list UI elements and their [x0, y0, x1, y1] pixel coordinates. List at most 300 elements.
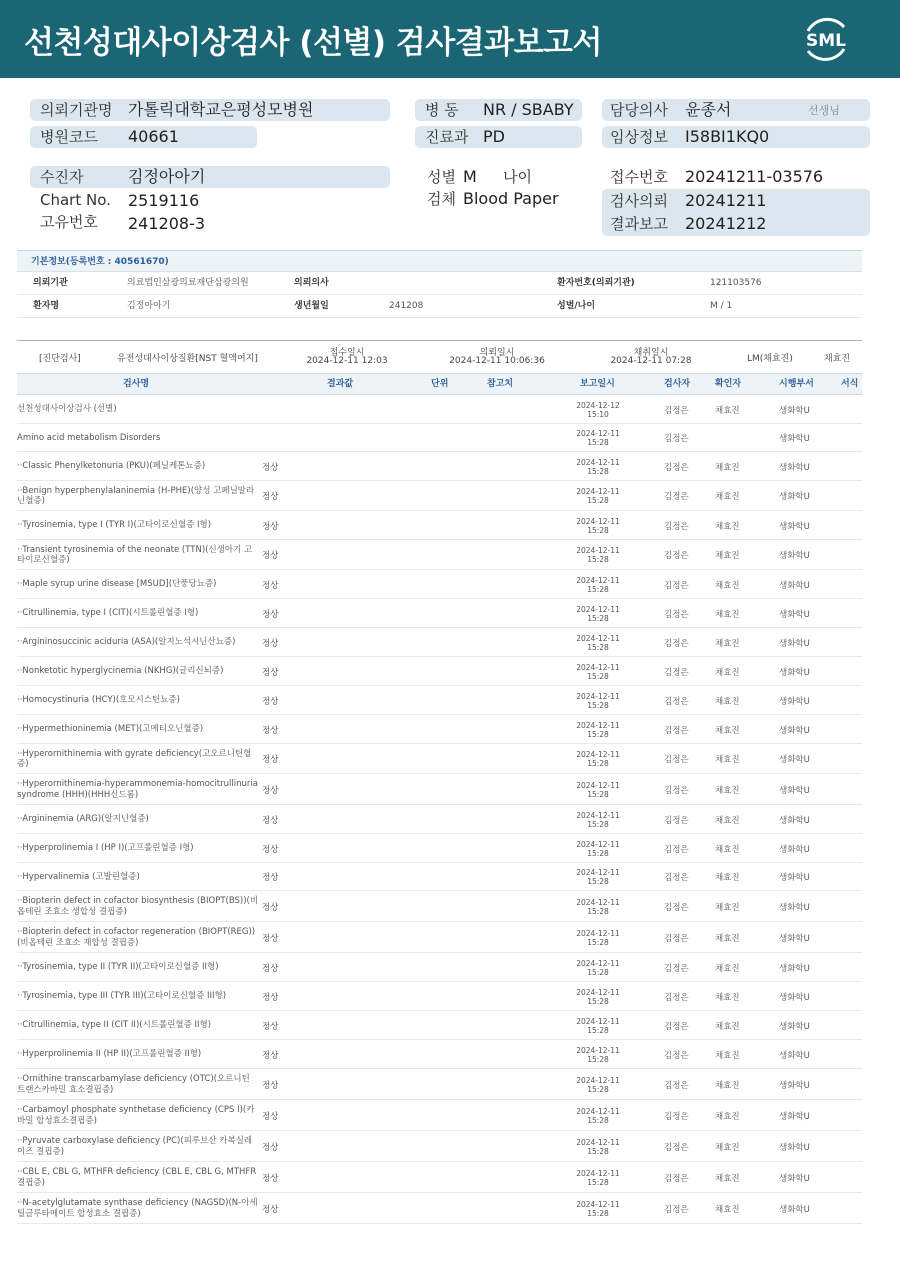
report-time: 15:28	[587, 700, 609, 710]
confirmer-cell: 채효진	[715, 785, 740, 796]
result-cell: 정상	[262, 815, 279, 826]
dept-cell: 생화학U	[779, 1204, 810, 1215]
test-name-cell: ··Nonketotic hyperglycinemia (NKHG)(글리신뇌증)	[17, 666, 224, 677]
report-header	[0, 0, 900, 78]
request-value: 20241211	[685, 191, 767, 210]
test-name-cell: 선천성대사이상검사 (선별)	[17, 404, 117, 415]
report-date-cell	[565, 599, 631, 628]
col-report-header: 보고일시	[580, 379, 615, 389]
dept-cell: 생화학U	[779, 873, 810, 883]
test-name-cell: ··Homocystinuria (HCY)(호모시스틴뇨증)	[17, 695, 180, 706]
result-cell: 정상	[262, 992, 279, 1003]
result-cell: 정상	[262, 551, 279, 561]
tester-cell: 김정은	[664, 785, 689, 796]
test-name-cell: ··Tyrosinemia, type I (TYR I)(고타이로신혈증 I형)	[17, 520, 212, 531]
tester-cell: 김정은	[664, 1111, 689, 1122]
basic-info-spacer	[17, 318, 862, 341]
table-row	[17, 511, 862, 540]
summary-req-label: 의뢰일시	[479, 348, 515, 358]
dept-cell: 생화학U	[779, 405, 810, 416]
reception-value: 20241211-03576	[685, 167, 824, 186]
report-time: 15:28	[587, 789, 609, 799]
tester-cell: 김정은	[664, 521, 689, 532]
tester-cell: 김정은	[664, 609, 689, 620]
report-date: 2024-12-11	[576, 720, 620, 730]
col-dept-header: 시행부서	[779, 379, 814, 389]
result-cell: 정상	[262, 755, 279, 765]
report-date: 2024-12-11	[576, 429, 620, 438]
summary-collect: 2024-12-11 07:28	[610, 356, 692, 366]
table-row	[17, 1069, 862, 1100]
report-date: 2024-12-11	[576, 868, 620, 877]
confirmer-cell: 채효진	[715, 492, 740, 502]
report-date-cell	[565, 628, 631, 657]
result-cell: 정상	[262, 844, 279, 855]
dept-cell: 생화학U	[779, 785, 810, 796]
clinical-label: 임상정보	[610, 128, 668, 146]
result-cell: 정상	[262, 1204, 279, 1215]
report-date: 2024-12-11	[576, 839, 620, 849]
confirmer-cell: 채효진	[715, 609, 740, 620]
table-row	[17, 395, 862, 424]
report-date-cell	[565, 452, 631, 481]
basic-label: 생년월일	[294, 301, 329, 311]
tester-cell: 김정은	[664, 1050, 689, 1061]
tester-cell: 김정은	[664, 844, 689, 855]
reception-label: 접수번호	[610, 168, 668, 186]
table-row	[17, 686, 862, 715]
tester-cell: 김정은	[664, 963, 689, 974]
test-name-cell: ··Hyperprolinemia II (HP II)(고프롤린혈증 II형)	[17, 1049, 202, 1060]
tester-cell: 김정은	[664, 434, 689, 444]
report-date: 2024-12-11	[576, 575, 620, 585]
tester-cell: 김정은	[664, 492, 689, 502]
report-time: 15:28	[587, 1025, 609, 1035]
result-cell: 정상	[262, 1050, 279, 1061]
test-name-cell: ··Pyruvate carboxylase deficiency (PC)(피루브산 카복실레이즈 결핍증)	[17, 1136, 253, 1157]
test-name-cell: ··Maple syrup urine disease [MSUD](단풍당뇨증)	[17, 579, 217, 590]
table-row	[17, 481, 862, 511]
ward-label: 병 동	[425, 101, 459, 119]
report-date-cell	[565, 1040, 631, 1069]
confirmer-cell: 채효진	[715, 405, 740, 416]
confirmer-cell: 채효진	[715, 1021, 740, 1032]
tester-cell: 김정은	[664, 1204, 689, 1215]
confirmer-cell: 채효진	[715, 815, 740, 826]
result-cell: 정상	[262, 1111, 279, 1122]
test-name-cell: Amino acid metabolism Disorders	[17, 432, 161, 443]
confirmer-cell: 채효진	[715, 667, 740, 678]
report-date-cell	[565, 715, 631, 744]
age-label: 나이	[503, 168, 532, 186]
table-row	[17, 834, 862, 863]
result-cell: 정상	[262, 638, 279, 649]
test-name-cell: ··Classic Phenylketonuria (PKU)(페닐케톤뇨증)	[17, 461, 206, 472]
report-date-cell	[565, 540, 631, 570]
test-name-cell: ··Hypermethioninemia (MET)(고메티오닌혈증)	[17, 724, 204, 735]
report-date: 2024-12-11	[576, 1106, 620, 1116]
dept-cell: 생화학U	[779, 521, 810, 532]
report-time: 15:28	[587, 759, 609, 768]
report-date-cell	[565, 1100, 631, 1131]
dept-cell: 생화학U	[779, 696, 810, 707]
dept-cell: 생화학U	[779, 902, 810, 913]
report-date-cell	[565, 1193, 631, 1224]
table-row	[17, 953, 862, 982]
basic-info-heading: 기본정보(등록번호 : 40561670)	[17, 250, 862, 272]
table-row	[17, 1162, 862, 1193]
report-time: 15:28	[587, 1177, 609, 1187]
report-time: 15:28	[587, 525, 609, 535]
doctor-value: 윤종서	[685, 100, 732, 119]
clinical-value: I58BI1KQ0	[685, 127, 770, 146]
ward-value: NR / SBABY	[483, 100, 574, 119]
basic-info-row	[17, 272, 862, 295]
report-time: 15:28	[587, 438, 609, 447]
unique-value: 241208-3	[128, 214, 206, 233]
report-date-cell	[565, 891, 631, 922]
table-row	[17, 570, 862, 599]
confirmer-cell: 채효진	[715, 902, 740, 913]
dept-cell: 생화학U	[779, 667, 810, 678]
result-cell: 정상	[262, 1173, 279, 1184]
confirmer-cell: 채효진	[715, 725, 740, 736]
report-time: 15:28	[587, 819, 609, 829]
col-result-header: 결과값	[327, 379, 354, 389]
dept-cell: 생화학U	[779, 1173, 810, 1184]
dept-cell: 생화학U	[779, 580, 810, 591]
result-cell: 정상	[262, 667, 279, 678]
report-date: 2024-12-11	[576, 516, 620, 526]
basic-value: 241208	[389, 301, 424, 311]
test-name-cell: ··Transient tyrosinemia of the neonate (TTN)(신생아기 고타이로신혈증)	[17, 544, 253, 565]
tester-cell: 김정은	[664, 638, 689, 649]
report-date: 2024-12-11	[576, 1045, 620, 1055]
result-cell: 정상	[262, 462, 279, 473]
test-name-cell: ··Tyrosinemia, type II (TYR II)(고타이로신혈증 II형)	[17, 962, 219, 973]
result-cell: 정상	[262, 609, 279, 620]
test-summary-row	[17, 342, 862, 372]
report-time: 15:28	[587, 1115, 609, 1125]
table-row	[17, 774, 862, 805]
summary-confirmer: 채효진	[824, 354, 851, 364]
report-date-cell	[565, 481, 631, 511]
test-name-cell: ··Ornithine transcarbamylase deficiency (OTC)(오르니틴 트랜스카바밀 효소결핍증)	[17, 1074, 250, 1095]
dept-cell: 생화학U	[779, 725, 810, 736]
test-name-cell: ··Hypervalinemia (고발린혈증)	[17, 871, 140, 882]
confirmer-cell: 채효진	[715, 1173, 740, 1184]
report-time: 15:28	[587, 496, 609, 505]
chart-value: 2519116	[128, 191, 200, 210]
results-table-header	[17, 373, 862, 395]
confirmer-cell: 채효진	[715, 696, 740, 707]
tester-cell: 김정은	[664, 725, 689, 736]
report-time: 15:28	[587, 848, 609, 858]
table-row	[17, 891, 862, 922]
basic-label: 성별/나이	[557, 301, 596, 311]
table-row	[17, 1011, 862, 1040]
summary-collect-label: 채취일시	[633, 348, 669, 358]
dept-cell: 생화학U	[779, 1142, 810, 1153]
report-date: 2024-12-11	[576, 1075, 620, 1085]
report-time: 15:28	[587, 584, 609, 594]
tester-cell: 김정은	[664, 873, 689, 883]
test-name-cell: ··Carbamoyl phosphate synthetase deficiency (CPS I)(카바밀 합성효소결핍증)	[17, 1105, 255, 1126]
report-date: 2024-12-11	[576, 546, 620, 555]
dept-cell: 생화학U	[779, 1111, 810, 1122]
test-name-cell: ··Hyperornithinemia-hyperammonemia-homocitrullinuria syndrome (HHH)(HHH신드롬)	[17, 779, 258, 800]
tester-cell: 김정은	[664, 405, 689, 416]
basic-value: 의료법인삼광의료재단삼광의원	[127, 278, 249, 288]
report-label: 결과보고	[610, 215, 668, 233]
patient-label: 수진자	[40, 168, 84, 186]
report-date-cell	[565, 805, 631, 834]
test-name-cell: ··Biopterin defect in cofactor regeneration (BIOPT(REG))(비옵테린 조효소 재합성 결핍증)	[17, 927, 256, 948]
basic-info-panel	[17, 250, 862, 341]
report-date-cell	[565, 570, 631, 599]
dept-cell: 생화학U	[779, 992, 810, 1003]
report-date: 2024-12-11	[576, 487, 620, 496]
patient-pill	[30, 166, 390, 188]
summary-category: [진단검사]	[39, 354, 81, 364]
confirmer-cell: 채효진	[715, 1142, 740, 1153]
confirmer-cell: 채효진	[715, 873, 740, 883]
col-confirm-header: 확인자	[715, 379, 742, 389]
report-time: 15:28	[587, 1084, 609, 1094]
confirmer-cell: 채효진	[715, 1204, 740, 1215]
tester-cell: 김정은	[664, 696, 689, 707]
report-time: 15:28	[587, 555, 609, 564]
test-name-cell: ··N-acetylglutamate synthase deficiency (NAGSD)(N-아세틸글루타메이트 합성효소 결핍증)	[17, 1198, 258, 1219]
report-time: 15:28	[587, 1054, 609, 1064]
basic-label: 환자명	[33, 301, 60, 311]
basic-value: 김정아아기	[127, 301, 171, 311]
tester-cell: 김정은	[664, 1142, 689, 1153]
report-date: 2024-12-11	[576, 1016, 620, 1026]
tester-cell: 김정은	[664, 1021, 689, 1032]
summary-recv-label: 접수일시	[329, 348, 365, 358]
report-time: 15:28	[587, 996, 609, 1006]
report-date-cell	[565, 774, 631, 805]
result-cell: 정상	[262, 492, 279, 502]
confirmer-cell: 채효진	[715, 755, 740, 765]
table-row	[17, 982, 862, 1011]
report-date-cell	[565, 834, 631, 863]
report-date: 2024-12-11	[576, 897, 620, 907]
doctor-label: 담당의사	[610, 101, 668, 119]
result-cell: 정상	[262, 725, 279, 736]
test-name-cell: ··Hyperornithinemia with gyrate deficiency(고오르니틴혈증)	[17, 748, 252, 769]
report-date-cell	[565, 424, 631, 452]
col-format-header: 서식	[841, 379, 859, 389]
report-date: 2024-12-11	[576, 928, 620, 938]
dept-cell: 생화학U	[779, 609, 810, 620]
report-date-cell	[565, 395, 631, 424]
request-label: 검사의뢰	[610, 192, 668, 210]
hospital-code-label: 병원코드	[40, 128, 98, 146]
table-row	[17, 452, 862, 481]
dept-cell: 생화학U	[779, 1050, 810, 1061]
dept-cell: 생화학U	[779, 963, 810, 974]
table-row	[17, 744, 862, 774]
tester-cell: 김정은	[664, 815, 689, 826]
table-row	[17, 599, 862, 628]
report-time: 15:28	[587, 1146, 609, 1156]
basic-label: 환자번호(의뢰기관)	[557, 278, 635, 288]
table-row	[17, 1100, 862, 1131]
table-row	[17, 1193, 862, 1224]
tester-cell: 김정은	[664, 462, 689, 473]
report-date: 2024-12-11	[576, 1168, 620, 1178]
summary-recv: 2024-12-11 12:03	[306, 356, 388, 366]
dept-cell: 생화학U	[779, 434, 810, 444]
dept-cell: 생화학U	[779, 551, 810, 561]
tester-cell: 김정은	[664, 1173, 689, 1184]
unique-label: 고유번호	[40, 213, 98, 231]
confirmer-cell: 채효진	[715, 1080, 740, 1091]
basic-label: 의뢰의사	[294, 278, 329, 288]
hospital-name-value: 가톨릭대학교은평성모병원	[128, 100, 314, 119]
test-name-cell: ··Citrullinemia, type II (CIT II)(시트롤린혈증 II형)	[17, 1020, 212, 1031]
dept-cell: 생화학U	[779, 815, 810, 826]
basic-value: 121103576	[710, 278, 762, 288]
report-date: 2024-12-12	[576, 400, 620, 410]
test-name-cell: ··Benign hyperphenylalaninemia (H-PHE)(양성 고페닐알라닌혈증)	[17, 485, 255, 506]
report-date: 2024-12-11	[576, 457, 620, 467]
logo-text: SML	[806, 31, 846, 51]
confirmer-cell: 채효진	[715, 551, 740, 561]
col-name-header: 검사명	[123, 379, 150, 389]
report-time: 15:28	[587, 613, 609, 623]
report-date: 2024-12-11	[576, 958, 620, 968]
specimen-label: 검체	[427, 190, 456, 208]
table-row	[17, 922, 862, 953]
report-date-cell	[565, 922, 631, 953]
results-table-body	[17, 395, 862, 1224]
report-date-cell	[565, 657, 631, 686]
confirmer-cell: 채효진	[715, 933, 740, 944]
dept-cell: 생화학U	[779, 492, 810, 502]
doctor-suffix: 선생님	[808, 104, 840, 117]
result-cell: 정상	[262, 580, 279, 591]
test-name-cell: ··Biopterin defect in cofactor biosynthesis (BIOPT(BS))(비옵테린 조효소 생합성 결핍증)	[17, 896, 259, 917]
report-time: 15:28	[587, 466, 609, 476]
report-time: 15:28	[587, 671, 609, 681]
summary-lm: LM(채효진)	[747, 354, 793, 364]
report-time: 15:28	[587, 967, 609, 977]
report-value: 20241212	[685, 214, 767, 233]
tester-cell: 김정은	[664, 992, 689, 1003]
result-cell: 정상	[262, 1080, 279, 1091]
confirmer-cell: 채효진	[715, 1050, 740, 1061]
tester-cell: 김정은	[664, 667, 689, 678]
test-name-cell: ··Tyrosinemia, type III (TYR III)(고타이로신혈증 III형)	[17, 991, 227, 1002]
result-cell: 정상	[262, 873, 279, 883]
result-cell: 정상	[262, 785, 279, 796]
report-date: 2024-12-11	[576, 1137, 620, 1147]
table-row	[17, 657, 862, 686]
table-row	[17, 424, 862, 452]
table-row	[17, 863, 862, 891]
tester-cell: 김정은	[664, 551, 689, 561]
report-date-cell	[565, 744, 631, 774]
summary-req: 2024-12-11 10:06:36	[449, 356, 545, 366]
dept-cell: 생화학U	[779, 1080, 810, 1091]
dept-cell: 생화학U	[779, 933, 810, 944]
hospital-code-value: 40661	[128, 127, 179, 146]
confirmer-cell: 채효진	[715, 844, 740, 855]
test-name-cell: ··Argininosuccinic aciduria (ASA)(알지노석시닌산뇨증)	[17, 637, 236, 648]
dept-label: 진료과	[425, 128, 469, 146]
col-ref-header: 참고치	[487, 379, 514, 389]
report-date-cell	[565, 982, 631, 1011]
tester-cell: 김정은	[664, 1080, 689, 1091]
tester-cell: 김정은	[664, 580, 689, 591]
patient-value: 김정아아기	[128, 167, 206, 186]
dept-cell: 생화학U	[779, 844, 810, 855]
report-title: 선천성대사이상검사 (선별) 검사결과보고서	[24, 25, 602, 61]
basic-label: 의뢰기관	[33, 278, 68, 288]
tester-cell: 김정은	[664, 755, 689, 765]
report-time: 15:28	[587, 729, 609, 739]
report-date-cell	[565, 1011, 631, 1040]
test-name-cell: ··Argininemia (ARG)(알지닌혈증)	[17, 814, 149, 825]
result-cell: 정상	[262, 521, 279, 532]
dept-cell: 생화학U	[779, 755, 810, 765]
report-date: 2024-12-11	[576, 691, 620, 701]
sex-value: M	[463, 167, 477, 186]
report-time: 15:28	[587, 906, 609, 916]
table-row	[17, 715, 862, 744]
confirmer-cell: 채효진	[715, 1111, 740, 1122]
report-date: 2024-12-11	[576, 604, 620, 614]
report-date-cell	[565, 686, 631, 715]
report-time: 15:28	[587, 877, 609, 886]
confirmer-cell: 채효진	[715, 992, 740, 1003]
sex-label: 성별	[427, 168, 456, 186]
basic-value: M / 1	[710, 301, 733, 311]
report-time: 15:28	[587, 642, 609, 652]
dept-cell: 생화학U	[779, 638, 810, 649]
report-date-cell	[565, 1131, 631, 1162]
specimen-value: Blood Paper	[463, 189, 559, 208]
report-date: 2024-12-11	[576, 662, 620, 672]
col-unit-header: 단위	[431, 379, 449, 389]
table-row	[17, 1131, 862, 1162]
hospital-name-label: 의뢰기관명	[40, 101, 113, 119]
summary-test: 유전성대사이상질환[NST 혈액여지]	[117, 354, 258, 364]
report-time: 15:28	[587, 1208, 609, 1218]
confirmer-cell: 채효진	[715, 462, 740, 473]
report-date-cell	[565, 953, 631, 982]
confirmer-cell: 채효진	[715, 963, 740, 974]
test-name-cell: ··CBL E, CBL G, MTHFR deficiency (CBL E, CBL G, MTHFR 결핍증)	[17, 1167, 257, 1188]
report-time: 15:28	[587, 937, 609, 947]
dept-cell: 생화학U	[779, 462, 810, 473]
table-row	[17, 628, 862, 657]
confirmer-cell: 채효진	[715, 638, 740, 649]
report-date-cell	[565, 863, 631, 891]
table-row	[17, 805, 862, 834]
report-date: 2024-12-11	[576, 633, 620, 643]
result-cell: 정상	[262, 696, 279, 707]
tester-cell: 김정은	[664, 933, 689, 944]
report-time: 15:10	[587, 409, 609, 419]
table-row	[17, 540, 862, 570]
test-name-cell: ··Hyperprolinemia I (HP I)(고프롤린혈증 I형)	[17, 843, 194, 854]
basic-info-row	[17, 295, 862, 318]
result-cell: 정상	[262, 902, 279, 913]
